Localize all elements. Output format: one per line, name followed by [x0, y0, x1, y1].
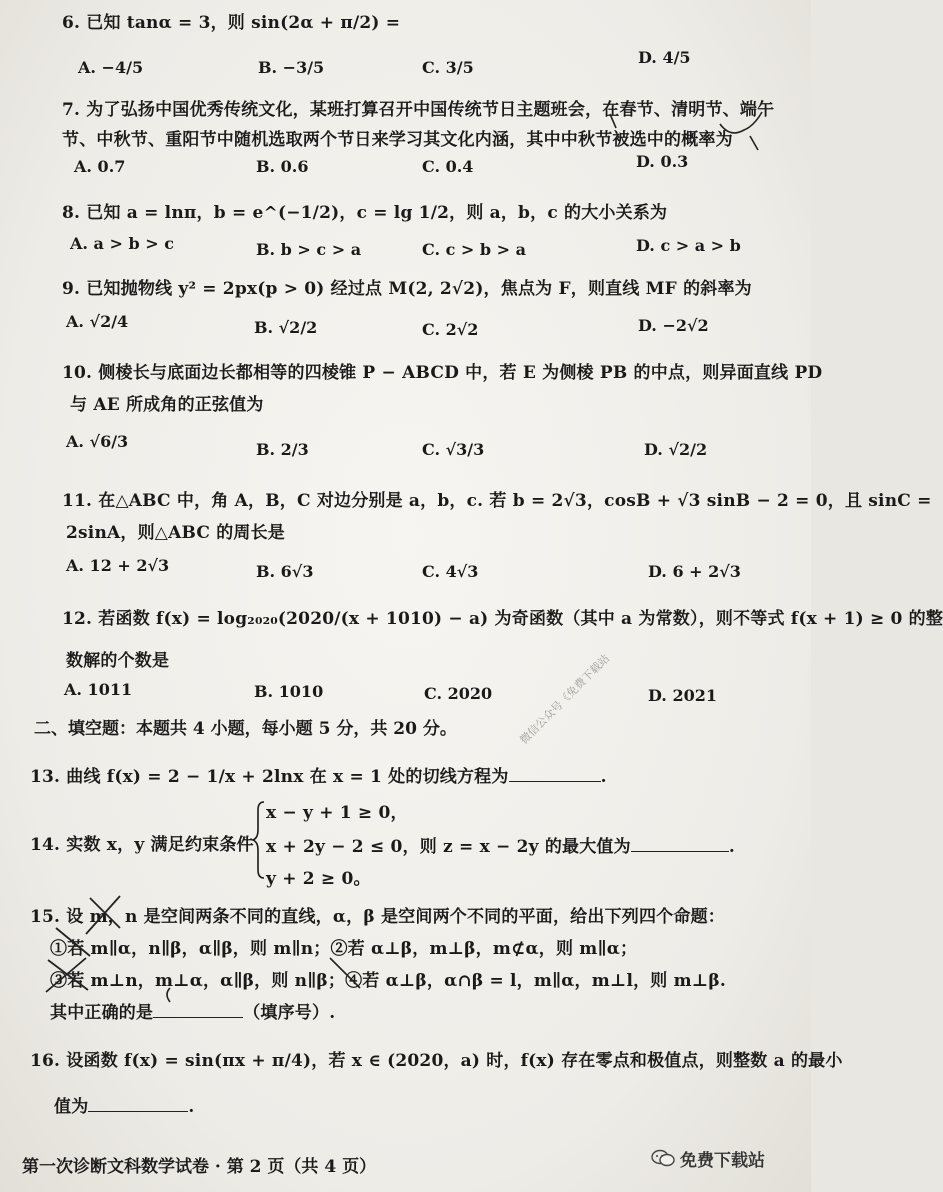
question-16-line-1: 16. 设函数 f(x) = sin(πx + π/4)，若 x ∈ (2020，a) 时，f(x) 存在零点和极值点，则整数 a 的最小	[30, 1051, 843, 1071]
question-8-option-c: C. c > b > a	[422, 240, 526, 259]
question-9-option-a: A. √2/4	[66, 312, 129, 331]
question-9-stem: 9. 已知抛物线 y² = 2px(p > 0) 经过点 M(2, 2√2)，焦点为 F，则直线 MF 的斜率为	[62, 279, 752, 299]
question-15-line-1: 15. 设 m，n 是空间两条不同的直线，α，β 是空间两个不同的平面，给出下列四个命题：	[30, 907, 725, 927]
question-15-line-4	[50, 998, 335, 1023]
question-10-option-c: C. √3/3	[422, 440, 485, 459]
question-7-option-b: B. 0.6	[256, 157, 309, 176]
question-14-constraint-3: y + 2 ≥ 0。	[266, 869, 371, 889]
section-2-heading: 二、填空题：本题共 4 小题，每小题 5 分，共 20 分。	[34, 719, 457, 739]
question-8-option-d: D. c > a > b	[636, 236, 741, 255]
question-11-option-c: C. 4√3	[422, 562, 479, 581]
brace-icon	[252, 800, 266, 880]
question-10-line-2: 与 AE 所成角的正弦值为	[70, 395, 264, 415]
question-12-option-c: C. 2020	[424, 684, 493, 703]
question-15-answer-label: 其中正确的是	[50, 1003, 154, 1023]
question-15-answer-suffix: （填序号）.	[243, 1003, 336, 1023]
question-14-constraint-2: x + 2y − 2 ≤ 0，则 z = x − 2y 的最大值为	[266, 837, 631, 857]
page-footer: 第一次诊断文科数学试卷 · 第 2 页（共 4 页）	[22, 1157, 377, 1177]
question-16-line-2-wrap: 值为 .	[54, 1097, 195, 1117]
question-8-option-a: A. a > b > c	[70, 234, 174, 253]
question-10-option-d: D. √2/2	[644, 440, 708, 459]
question-11-line-2: 2sinA，则△ABC 的周长是	[66, 523, 286, 543]
question-12-option-b: B. 1010	[254, 682, 324, 701]
question-14-constraint-1: x − y + 1 ≥ 0，	[266, 803, 408, 823]
question-11-option-a: A. 12 + 2√3	[66, 556, 170, 575]
question-15-line-3: ③若 m⊥n，m⊥α，α∥β，则 n∥β；④若 α⊥β，α∩β = l，m∥α，m⊥l，则 m⊥β.	[50, 971, 726, 991]
question-16-line-2: 值为	[54, 1097, 89, 1117]
question-10-option-a: A. √6/3	[66, 432, 129, 451]
question-14-prefix: 14. 实数 x，y 满足约束条件	[30, 835, 254, 855]
pen-annotation-q15	[40, 888, 380, 998]
answer-blank-16	[88, 1111, 188, 1112]
question-8-option-b: B. b > c > a	[256, 240, 362, 259]
question-7-option-a: A. 0.7	[74, 157, 126, 176]
question-9-option-c: C. 2√2	[422, 320, 479, 339]
question-7-option-c: C. 0.4	[422, 157, 474, 176]
question-8-stem: 8. 已知 a = lnπ，b = e^(−1/2)，c = lg 1/2，则 a，b，c 的大小关系为	[62, 203, 668, 223]
question-11-option-b: B. 6√3	[256, 562, 314, 581]
question-11-line-1: 11. 在△ABC 中，角 A，B，C 对边分别是 a，b，c. 若 b = 2√3，cosB + √3 sinB − 2 = 0，且 sinC =	[62, 491, 932, 511]
answer-blank-13	[509, 781, 601, 782]
question-9-option-d: D. −2√2	[638, 316, 709, 335]
question-7-option-d: D. 0.3	[636, 152, 689, 171]
question-10-line-1: 10. 侧棱长与底面边长都相等的四棱锥 P − ABCD 中，若 E 为侧棱 PB 的中点，则异面直线 PD	[62, 363, 823, 383]
question-12-option-a: A. 1011	[64, 680, 133, 699]
question-12-option-d: D. 2021	[648, 686, 717, 705]
question-6-option-d: D. 4/5	[638, 48, 691, 67]
question-7-line-2: 节、中秋节、重阳节中随机选取两个节日来学习其文化内涵，其中中秋节被选中的概率为	[62, 130, 733, 150]
question-6-option-c: C. 3/5	[422, 58, 474, 77]
logo-text: 免费下载站	[680, 1151, 765, 1171]
question-15-line-2: ①若 m∥α，n∥β，α∥β，则 m∥n；②若 α⊥β，m⊥β，m⊄α，则 m∥α；	[50, 939, 638, 959]
question-9-option-b: B. √2/2	[254, 318, 318, 337]
watermark-text: 微信公众号《免费下载站	[517, 651, 613, 747]
question-13: 13. 曲线 f(x) = 2 − 1/x + 2lnx 在 x = 1 处的切线方程为 .	[30, 767, 607, 787]
answer-blank-14	[631, 851, 729, 852]
question-11-option-d: D. 6 + 2√3	[648, 562, 741, 581]
wechat-logo	[650, 1146, 800, 1170]
question-14-constraint-2-line: x + 2y − 2 ≤ 0，则 z = x − 2y 的最大值为 .	[266, 837, 735, 857]
question-12-line-1: 12. 若函数 f(x) = log₂₀₂₀(2020/(x + 1010) − a) 为奇函数（其中 a 为常数），则不等式 f(x + 1) ≥ 0 的整	[62, 609, 943, 629]
question-6-option-b: B. −3/5	[258, 58, 325, 77]
question-10-option-b: B. 2/3	[256, 440, 309, 459]
answer-blank-15	[153, 1017, 243, 1018]
question-7-line-1: 7. 为了弘扬中国优秀传统文化，某班打算召开中国传统节日主题班会，在春节、清明节、端午	[62, 100, 775, 120]
question-12-line-2: 数解的个数是	[66, 651, 170, 671]
question-13-text: 13. 曲线 f(x) = 2 − 1/x + 2lnx 在 x = 1 处的切线方程为	[30, 767, 509, 787]
wechat-icon	[650, 1147, 676, 1169]
pen-annotation-q7	[600, 84, 790, 154]
question-6-option-a: A. −4/5	[78, 58, 144, 77]
question-6-stem: 6. 已知 tanα = 3，则 sin(2α + π/2) =	[62, 13, 401, 33]
